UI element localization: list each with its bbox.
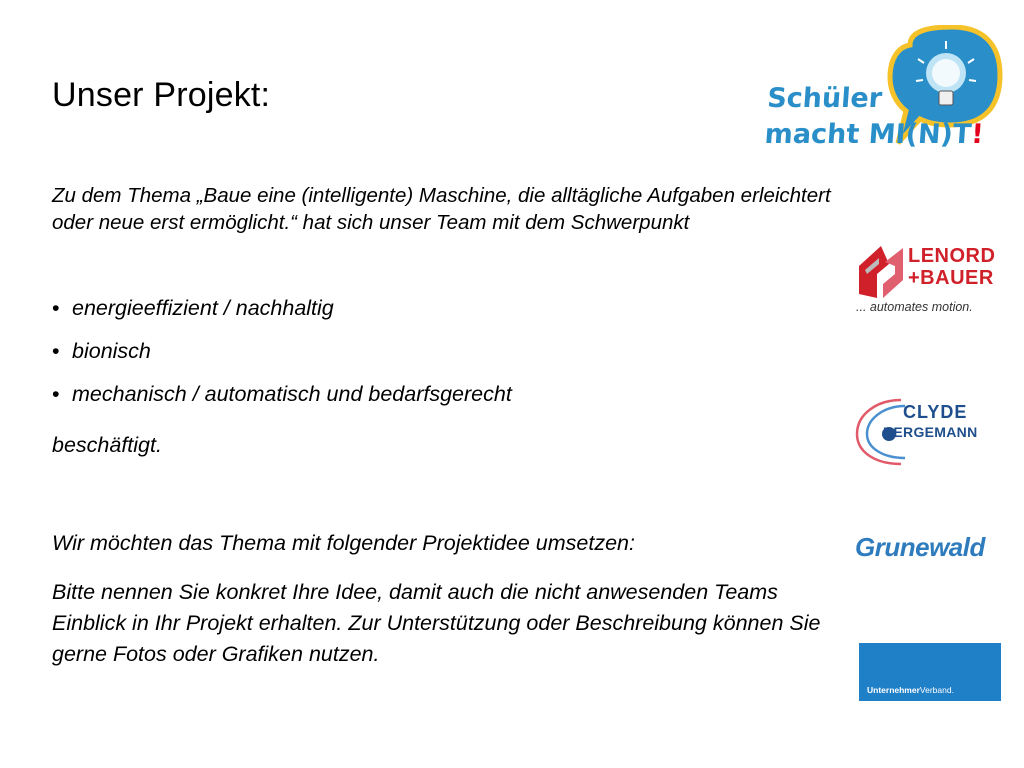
project-idea-heading: Wir möchten das Thema mit folgender Projektidee umsetzen: xyxy=(52,531,635,555)
lenord-bauer-name xyxy=(908,245,995,289)
lenord-bauer-logo xyxy=(853,240,1003,320)
list-item-text: mechanisch / automatisch und bedarfsgerecht xyxy=(72,382,512,406)
list-item-text: bionisch xyxy=(72,339,151,363)
lenord-bauer-mark-icon xyxy=(855,244,907,300)
lenord-line1: LENORD xyxy=(908,245,996,267)
clyde-line2: BERGEMANN xyxy=(883,424,978,440)
unternehmerverband-wordmark xyxy=(867,685,954,695)
slide-title: Unser Projekt: xyxy=(52,76,271,114)
list-item-text: energieeffizient / nachhaltig xyxy=(72,296,334,320)
bullet-icon: • xyxy=(52,382,60,406)
clyde-line1: CLYDE xyxy=(903,402,968,422)
schueler-wordmark xyxy=(763,81,987,153)
project-idea-description: Bitte nennen Sie konkret Ihre Idee, damit auch die nicht anwesenden Teams Einblick in Ihr Projekt erhalten. Zur Unterstützung oder Beschreibung können Sie gerne Fotos oder Grafiken nutzen. xyxy=(52,580,821,666)
list-item xyxy=(52,378,512,421)
schueler-line2: macht MI(N)T xyxy=(763,119,973,150)
schueler-line1: Schüler xyxy=(766,83,884,114)
unternehmerverband-logo xyxy=(859,643,1001,701)
outro-text: beschäftigt. xyxy=(52,433,162,457)
list-item xyxy=(52,292,512,335)
focus-list xyxy=(52,292,512,421)
lenord-line2: +BAUER xyxy=(908,267,994,289)
list-item xyxy=(52,335,512,378)
lenord-bauer-claim: ... automates motion. xyxy=(856,300,973,314)
uv-bold: Unternehmer xyxy=(867,685,920,695)
schueler-exclamation: ! xyxy=(970,119,985,150)
intro-paragraph: Zu dem Thema „Baue eine (intelligente) Maschine, die alltägliche Aufgaben erleichtert oder neue erst ermöglicht.“ hat sich unser Team mit dem Schwerpunkt xyxy=(52,184,831,234)
clyde-bergemann-logo xyxy=(853,390,1003,470)
bullet-icon: • xyxy=(52,296,60,320)
grunewald-logo: Grunewald xyxy=(855,532,985,562)
uv-rest: Verband. xyxy=(919,685,954,695)
bullet-icon: • xyxy=(52,339,60,363)
schueler-macht-mint-logo xyxy=(760,25,1005,170)
